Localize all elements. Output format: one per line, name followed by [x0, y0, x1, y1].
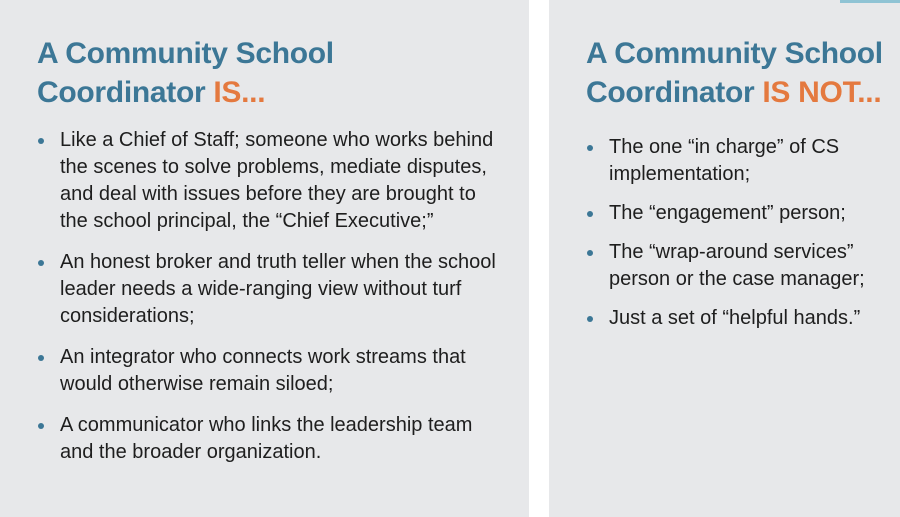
- list-item: [586, 239, 886, 293]
- is-title-main: A Community School Coordinator: [37, 37, 334, 109]
- list-item-text: Just a set of “helpful hands.”: [609, 307, 861, 329]
- list-item: [37, 127, 509, 235]
- is-not-panel-title: [586, 34, 886, 112]
- is-panel-title: [37, 34, 509, 112]
- bullet-icon: [587, 145, 593, 151]
- bullet-icon: [38, 138, 44, 144]
- corner-accent-line: [840, 0, 900, 3]
- bullet-icon: [587, 211, 593, 217]
- is-not-title-accent: IS NOT...: [762, 76, 882, 109]
- is-list: [37, 127, 509, 466]
- list-item: [37, 412, 509, 466]
- is-title-accent: IS...: [213, 76, 266, 109]
- list-item-text: The one “in charge” of CS implementation;: [609, 136, 840, 185]
- bullet-icon: [38, 260, 44, 266]
- list-item-text: The “wrap-around services” person or the case manager;: [609, 241, 865, 290]
- list-item-text: The “engagement” person;: [609, 202, 846, 224]
- bullet-icon: [38, 355, 44, 361]
- is-not-title-main: A Community School Coordinator: [586, 37, 883, 109]
- list-item-text: Like a Chief of Staff; someone who works behind the scenes to solve problems, mediate disputes, and deal with issues before they are brought to the school principal, the “Chief Executive;”: [60, 129, 494, 232]
- list-item: [586, 134, 886, 188]
- list-item-text: An integrator who connects work streams that would otherwise remain siloed;: [60, 346, 466, 395]
- bullet-icon: [587, 316, 593, 322]
- list-item: [37, 344, 509, 398]
- is-not-list: [586, 134, 886, 332]
- list-item: [586, 305, 886, 332]
- list-item-text: A communicator who links the leadership team and the broader organization.: [60, 414, 473, 463]
- is-not-panel: [549, 0, 900, 517]
- list-item: [586, 200, 886, 227]
- bullet-icon: [587, 250, 593, 256]
- bullet-icon: [38, 423, 44, 429]
- list-item-text: An honest broker and truth teller when the school leader needs a wide-ranging view without turf considerations;: [60, 251, 496, 327]
- list-item: [37, 249, 509, 330]
